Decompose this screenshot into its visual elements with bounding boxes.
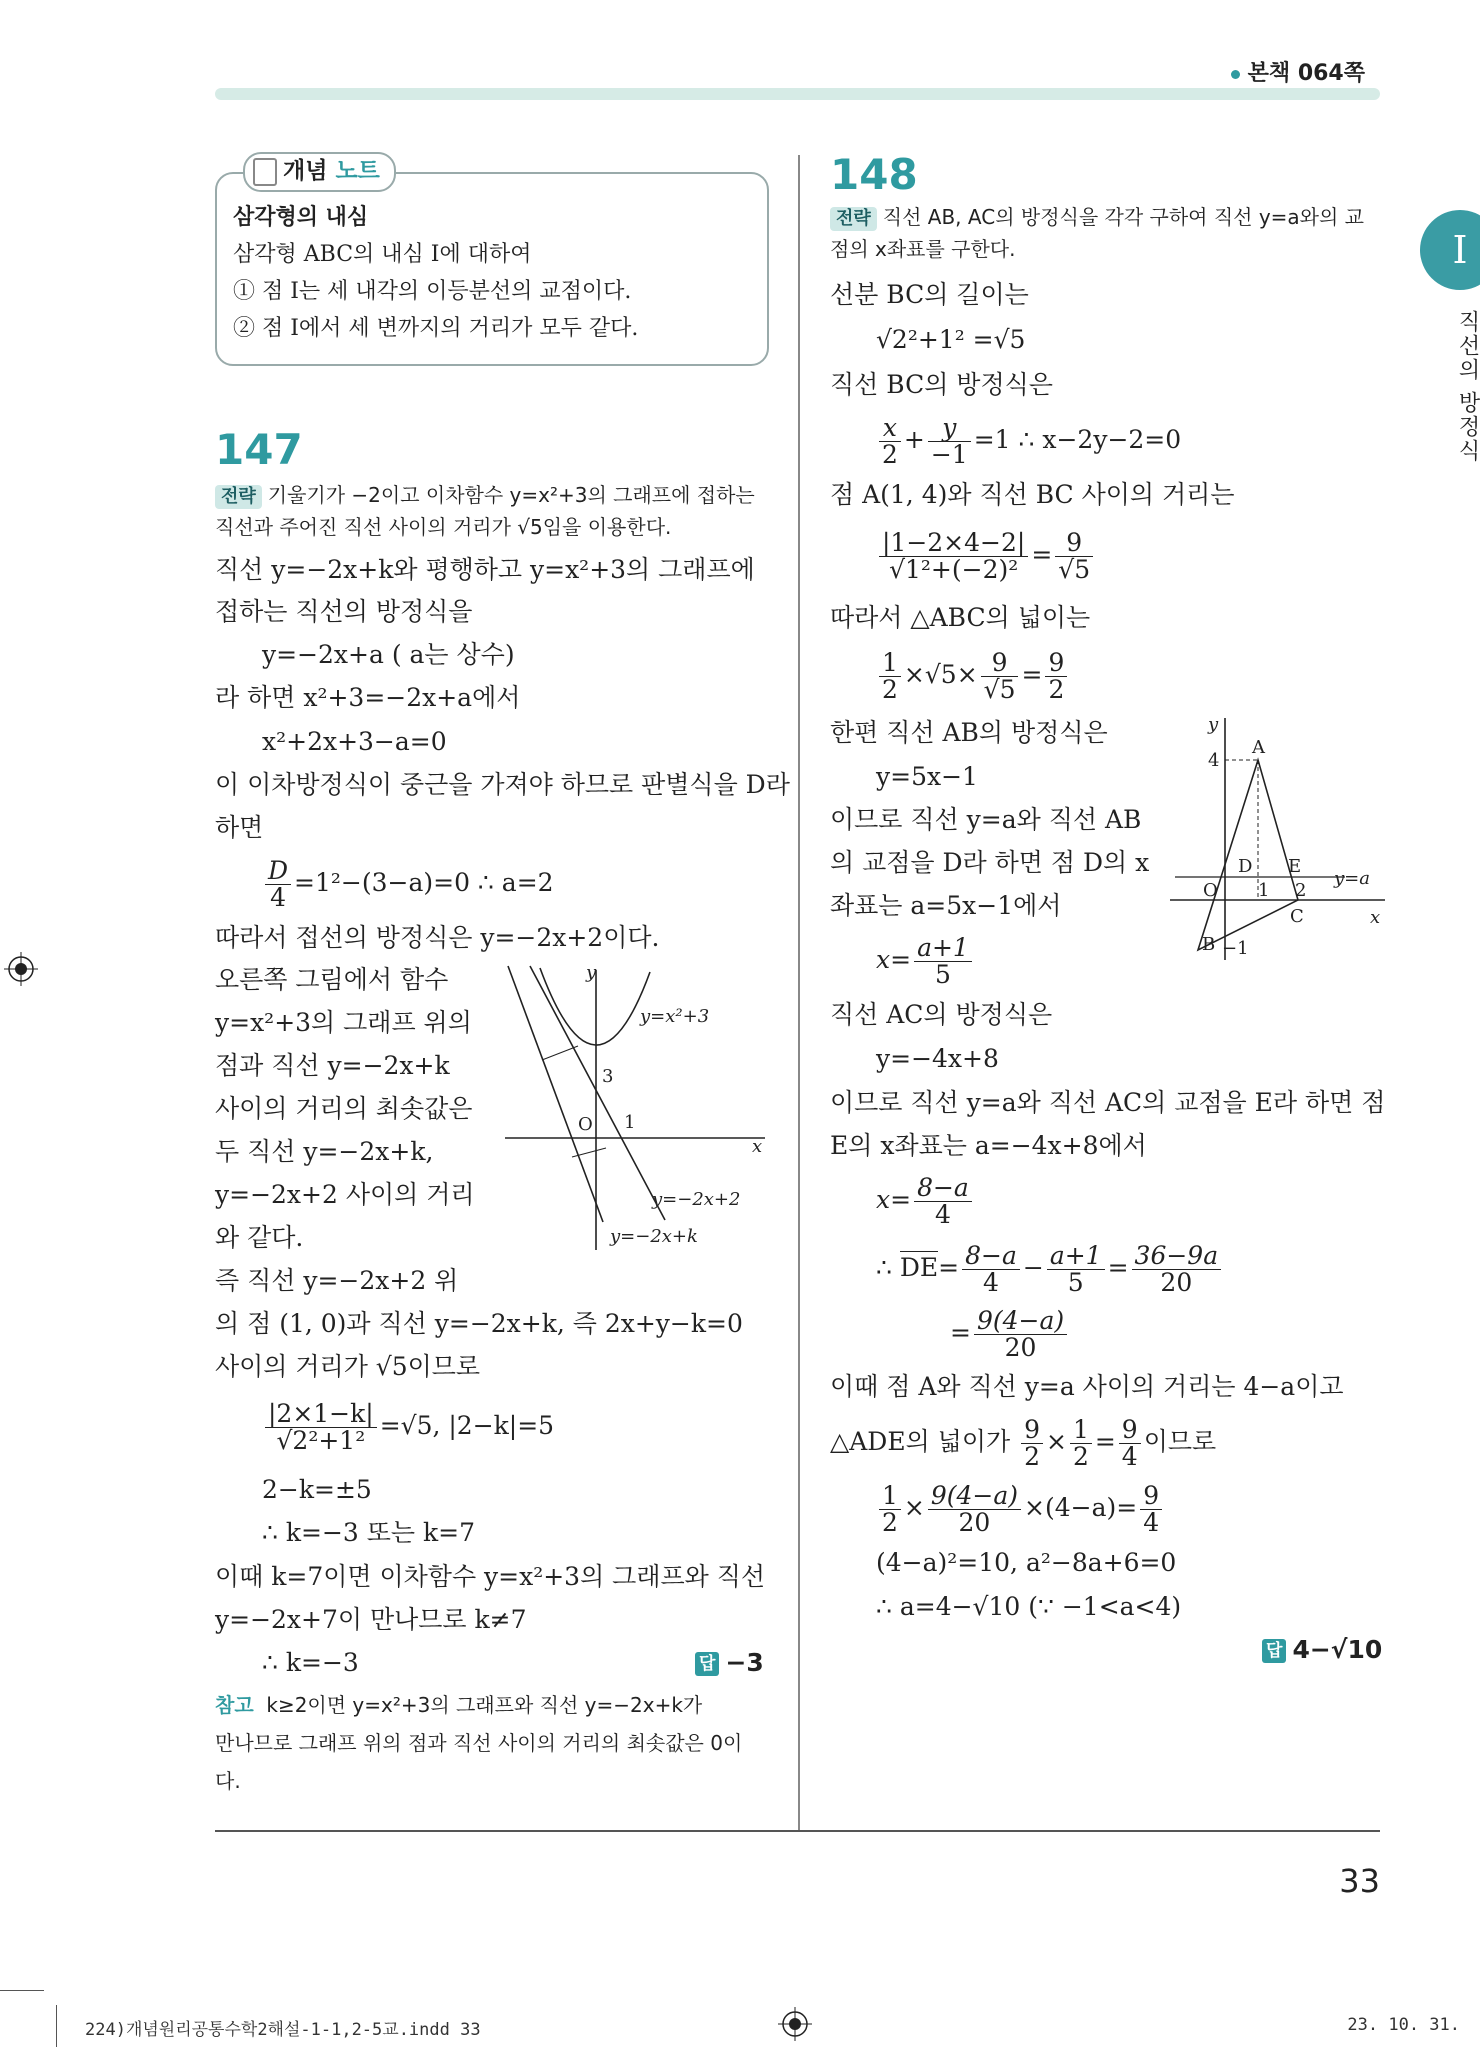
x-label: x: [752, 1136, 763, 1157]
registration-mark-icon: [778, 2007, 812, 2041]
p148-line: 선분 BC의 길이는: [830, 280, 1029, 309]
note-line-1: 삼각형 ABC의 내심 I에 대하여: [233, 242, 532, 267]
registration-mark-icon: [4, 952, 38, 986]
p148-strategy-2: 점의 x좌표를 구한다.: [830, 237, 1016, 261]
p147-line: y=−2x+2 사이의 거리: [215, 1180, 475, 1209]
p147-graph: [500, 960, 790, 1260]
p148-line: E의 x좌표는 a=−4x+8에서: [830, 1131, 1147, 1160]
p148-line: ∴ a=4−√10 (∵ −1<a<4): [876, 1592, 1182, 1621]
footer-date: 23. 10. 31.: [1347, 2015, 1460, 2035]
notepad-icon: [253, 158, 277, 186]
note-line-2: ① 점 I는 세 내각의 이등분선의 교점이다.: [233, 279, 632, 304]
p148-line: 직선 AC의 방정식은: [830, 1000, 1053, 1029]
problem-148-number: 148: [830, 150, 918, 199]
p147-line: 2−k=±5: [262, 1475, 372, 1504]
p147-line: 의 점 (1, 0)과 직선 y=−2x+k, 즉 2x+y−k=0: [215, 1309, 743, 1338]
p147-line: 점과 직선 y=−2x+k: [215, 1051, 450, 1080]
y-label: y: [586, 962, 597, 983]
book-page-reference: 본책 064쪽: [1231, 56, 1365, 87]
p148-area: $\frac{1}{2}$ ×√5× $\frac{9}{√5}$ = $\frac{9}{2}$: [876, 645, 1070, 705]
p148-answer: 답 4−√10: [1262, 1635, 1382, 1665]
p148-bc-equation: $\frac{x}{2}$ + $\frac{y}{-1}$ =1 ∴ x−2y−2=0: [876, 412, 1181, 468]
p148-line: 따라서 △ABC의 넓이는: [830, 603, 1091, 632]
p148-line: 점 A(1, 4)와 직선 BC 사이의 거리는: [830, 480, 1235, 509]
top-decoration-bar: [215, 88, 1380, 100]
y-label: y: [1208, 714, 1219, 735]
p147-line: 사이의 거리가 √5이므로: [215, 1352, 481, 1381]
point-c: C: [1290, 906, 1304, 927]
crop-mark: [0, 1990, 44, 1991]
p148-de-length: ∴ DE= $\frac{8-a}{4}$ − $\frac{a+1}{5}$ = $\frac{36-9a}{20}$: [876, 1240, 1224, 1296]
p148-line: 이므로 직선 y=a와 직선 AB: [830, 805, 1142, 834]
p148-strategy-1: 전략 직선 AB, AC의 방정식을 각각 구하여 직선 y=a와의 교: [830, 202, 1364, 232]
p147-line: 이때 k=7이면 이차함수 y=x²+3의 그래프와 직선: [215, 1562, 766, 1591]
p148-line: 이때 점 A와 직선 y=a 사이의 거리는 4−a이고: [830, 1372, 1344, 1401]
p148-line: 의 교점을 D라 하면 점 D의 x: [830, 848, 1150, 877]
column-divider: [798, 155, 800, 1830]
tick-4: 4: [1208, 750, 1220, 771]
point-b: B: [1202, 934, 1216, 955]
p148-line: 좌표는 a=5x−1에서: [830, 891, 1062, 920]
p148-distance: $\frac{|1-2\times 4-2|}{\text{√1²+(−2)²}}$ = $\frac{9}{√5}$: [876, 525, 1096, 585]
concept-note-tab: 개념 노트: [243, 152, 396, 192]
p147-line: 두 직선 y=−2x+k,: [215, 1137, 434, 1166]
point-a: A: [1252, 737, 1265, 758]
perp-mark: [542, 1046, 578, 1060]
p147-line: 접하는 직선의 방정식을: [215, 597, 473, 626]
p147-line: y=−2x+a ( a는 상수): [262, 640, 515, 669]
line-y-a-label: y=a: [1334, 868, 1370, 889]
chapter-title: 직선의 방정식: [1455, 310, 1480, 463]
p148-graph: [1170, 710, 1390, 970]
p147-line: ∴ k=−3: [262, 1648, 359, 1677]
note-title: 삼각형의 내심: [233, 205, 369, 230]
p147-remark-1: 참고 k≥2이면 y=x²+3의 그래프와 직선 y=−2x+k가: [215, 1693, 703, 1717]
p147-line: 직선 y=−2x+k와 평행하고 y=x²+3의 그래프에: [215, 555, 755, 584]
point-d: D: [1238, 856, 1253, 877]
p147-line: x²+2x+3−a=0: [262, 727, 447, 756]
p147-answer: 답 −3: [695, 1648, 764, 1678]
p148-line: 직선 BC의 방정식은: [830, 370, 1053, 399]
p147-line: 라 하면 x²+3=−2x+a에서: [215, 683, 521, 712]
p147-line: 하면: [215, 813, 264, 842]
p147-line: y=−2x+7이 만나므로 k≠7: [215, 1605, 527, 1634]
origin-label: O: [578, 1114, 593, 1135]
x-label: x: [1370, 907, 1381, 928]
line1-label: y=−2x+2: [652, 1189, 741, 1210]
problem-147-number: 147: [215, 425, 303, 474]
crop-mark: [56, 2005, 57, 2047]
page-number: 33: [1339, 1862, 1380, 1900]
triangle-abc: [1198, 760, 1298, 950]
p148-line: 이므로 직선 y=a와 직선 AC의 교점을 E라 하면 점: [830, 1088, 1386, 1117]
p147-line: ∴ k=−3 또는 k=7: [262, 1518, 475, 1547]
p147-line: 사이의 거리의 최솟값은: [215, 1094, 473, 1123]
curve-label: y=x²+3: [640, 1006, 710, 1027]
bottom-divider: [215, 1830, 1380, 1832]
p147-strategy-1: 전략 기울기가 −2이고 이차함수 y=x²+3의 그래프에 접하는: [215, 480, 755, 510]
chapter-badge: Ⅰ: [1420, 210, 1480, 290]
p147-distance: $\frac{|2\times 1-k|}{\text{√2²+1²}}$ =√5, |2−k|=5: [262, 1396, 554, 1456]
footer-filename: 224)개념원리공통수학2해설-1-1,2-5교.indd 33: [85, 2020, 481, 2040]
p148-line: (4−a)²=10, a²−8a+6=0: [876, 1548, 1177, 1577]
p148-line: √2²+1² =√5: [876, 325, 1026, 354]
p148-ade-area: △ADE의 넓이가 $\frac{9}{2}$ × $\frac{1}{2}$ = $\frac{9}{4}$ 이므로: [830, 1415, 1217, 1471]
line2-label: y=−2x+k: [610, 1226, 698, 1247]
p147-remark-3: 다.: [215, 1769, 241, 1793]
p147-line: 따라서 접선의 방정식은 y=−2x+2이다.: [215, 923, 660, 952]
p147-line: 오른쪽 그림에서 함수: [215, 965, 449, 994]
p148-line: 한편 직선 AB의 방정식은: [830, 718, 1108, 747]
p148-area-equation: $\frac{1}{2}$ × $\frac{9(4-a)}{20}$ ×(4−a)= $\frac{9}{4}$: [876, 1480, 1165, 1536]
p148-line: y=−4x+8: [876, 1044, 999, 1073]
tick-1: 1: [624, 1112, 636, 1133]
p147-discriminant: $\frac{D}{4}$ =1²−(3−a)=0 ∴ a=2: [262, 855, 554, 911]
tick-3: 3: [602, 1066, 614, 1087]
p148-line: y=5x−1: [876, 762, 978, 791]
tick-1: 1: [1258, 880, 1270, 901]
p147-line: 와 같다.: [215, 1223, 304, 1252]
p147-line: y=x²+3의 그래프 위의: [215, 1008, 472, 1037]
tick-neg-1: −1: [1222, 938, 1249, 959]
p147-line: 이 이차방정식이 중근을 가져야 하므로 판별식을 D라: [215, 770, 790, 799]
tick-2: 2: [1295, 880, 1307, 901]
p147-strategy-2: 직선과 주어진 직선 사이의 거리가 √5임을 이용한다.: [215, 515, 672, 539]
p148-x-of-d: x= $\frac{a+1}{5}$: [876, 932, 975, 988]
note-line-3: ② 점 I에서 세 변까지의 거리가 모두 같다.: [233, 316, 639, 341]
p148-x-of-e: x= $\frac{8-a}{4}$: [876, 1172, 975, 1228]
origin-label: O: [1203, 880, 1218, 901]
p147-line: 즉 직선 y=−2x+2 위: [215, 1266, 459, 1295]
tangent-line: [530, 966, 665, 1220]
p147-remark-2: 만나므로 그래프 위의 점과 직선 사이의 거리의 최솟값은 0이: [215, 1731, 743, 1755]
point-e: E: [1288, 856, 1302, 877]
p148-de-simplified: = $\frac{9(4-a)}{20}$: [950, 1305, 1070, 1361]
